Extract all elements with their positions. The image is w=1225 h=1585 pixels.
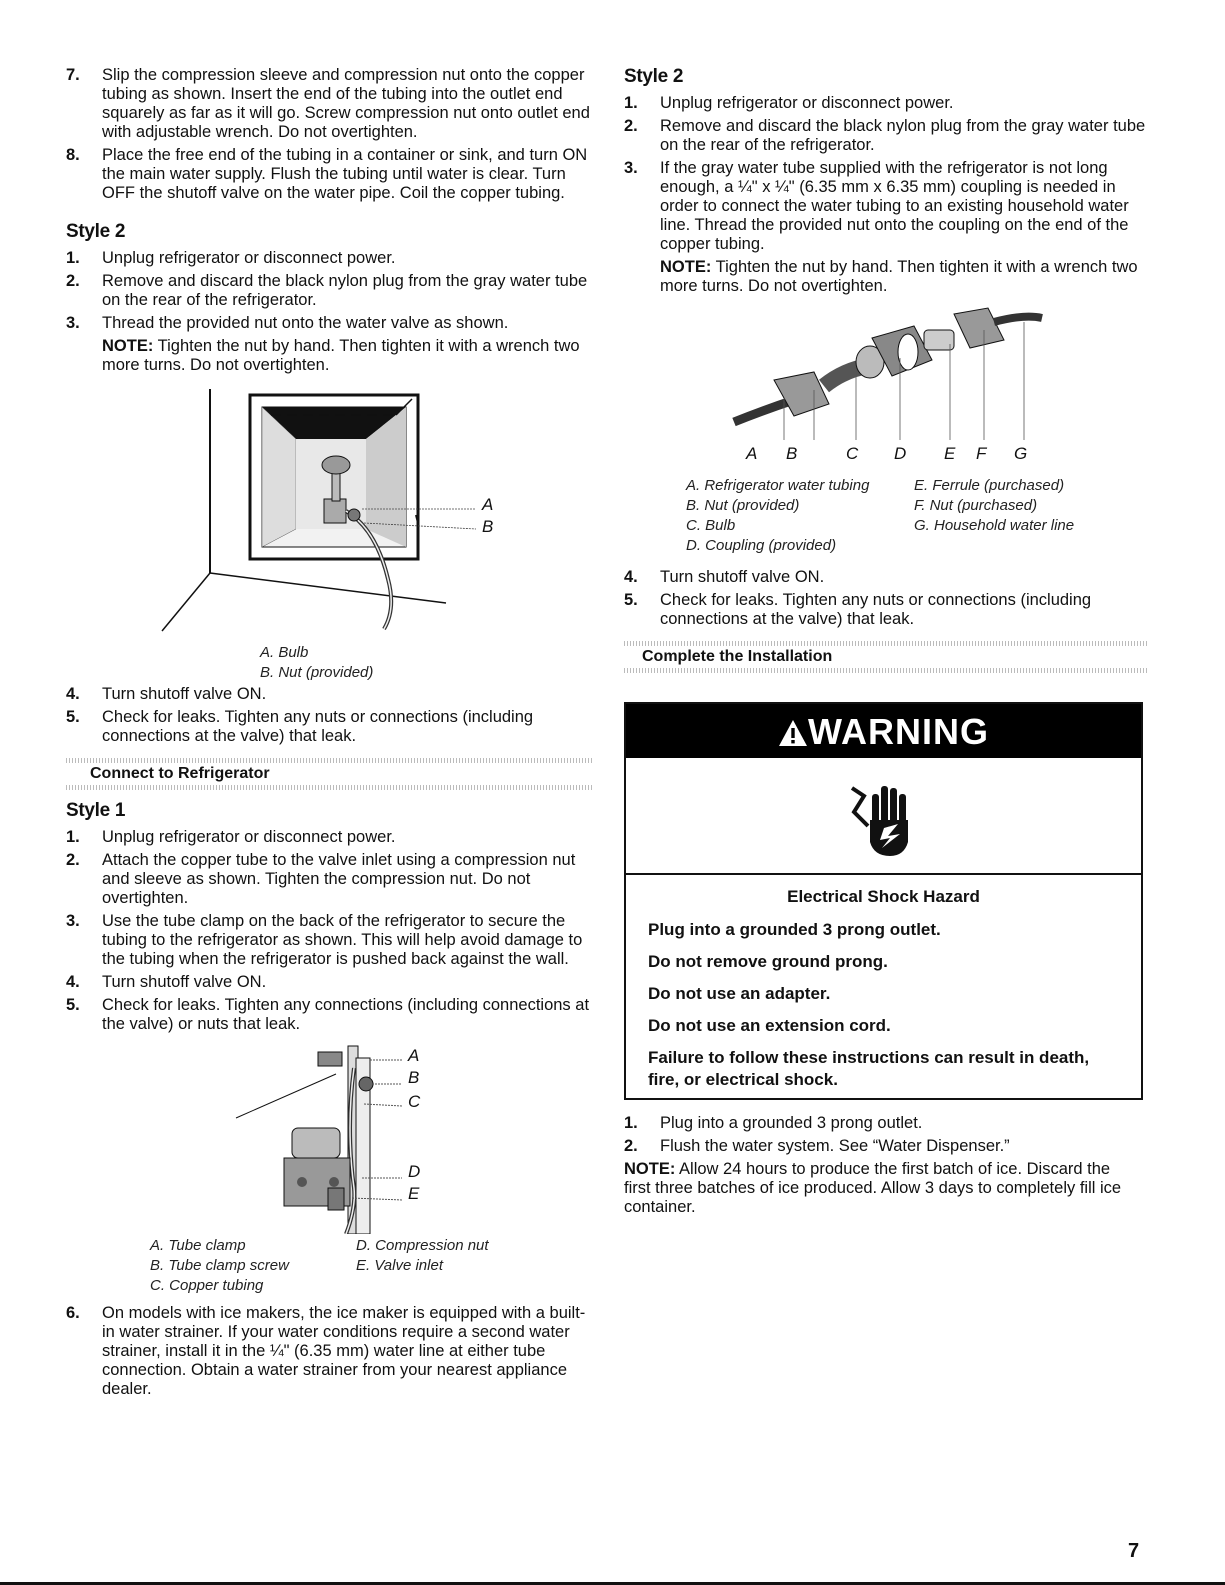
caption-line: B. Nut (provided): [686, 497, 800, 514]
caption-line: A. Bulb: [260, 644, 309, 661]
step-number: 1.: [624, 94, 638, 112]
step-5: [624, 591, 1149, 629]
step-number: 3.: [624, 159, 638, 177]
figure-label-c: C: [846, 444, 859, 463]
style2-heading-left: Style 2: [66, 221, 126, 242]
step-text: Place the free end of the tubing in a container or sink, and turn ON the main water supply. Flush the tubing until water is clear. Turn OFF the shutoff valve on the water pipe. Coil the copper tubing.: [102, 146, 588, 202]
style2-heading-right: Style 2: [624, 66, 684, 87]
step-number: 2.: [66, 851, 80, 869]
final-note: [624, 1160, 1139, 1217]
warning-line: Do not remove ground prong.: [648, 952, 888, 971]
step-number: 7.: [66, 66, 80, 84]
step-text: Turn shutoff valve ON.: [660, 568, 825, 586]
warning-header: [626, 704, 1141, 758]
step-number: 6.: [66, 1304, 80, 1322]
figure-label-b: B: [408, 1068, 420, 1087]
step-text: Turn shutoff valve ON.: [102, 685, 267, 703]
final-steps-block: [624, 1114, 1139, 1217]
step-3: [624, 159, 1149, 296]
figure-water-valve: [66, 379, 594, 685]
note-label: NOTE:: [102, 337, 154, 355]
figure-label-c: C: [408, 1092, 421, 1111]
caption-line: B. Tube clamp screw: [150, 1257, 289, 1274]
step-number: 4.: [66, 973, 80, 991]
step-number: 4.: [66, 685, 80, 703]
step-2: [624, 117, 1149, 155]
step-number: 1.: [66, 828, 80, 846]
step-1: [624, 1114, 1139, 1133]
caption-line: B. Nut (provided): [260, 664, 374, 681]
step-text: Remove and discard the black nylon plug from the gray water tube on the rear of the refrigerator.: [102, 272, 588, 309]
step-7: [66, 66, 594, 142]
style2-steps-left-after: [66, 685, 594, 746]
style2-note: [102, 337, 594, 375]
step-text: On models with ice makers, the ice maker is equipped with a built-in water strainer. If your water conditions require a second water strainer, install it in the ¼" (6.35 mm) water line at either tube connection. Obtain a water strainer from your nearest appliance dealer.: [102, 1304, 586, 1398]
step-text: Slip the compression sleeve and compression nut onto the copper tubing as shown. Insert the end of the tubing into the outlet end squarely as far as it will go. Screw compression nut onto outlet end with adjustable wrench. Do not overtighten.: [102, 66, 590, 141]
figure-label-a: A: [482, 495, 494, 514]
section-complete-installation: Complete the Installation: [624, 641, 1149, 673]
style2-steps-right-after: [624, 568, 1149, 629]
step-number: 2.: [624, 117, 638, 135]
section-connect-to-refrigerator: Connect to Refrigerator: [66, 758, 594, 790]
style2-steps-right: [624, 94, 1149, 296]
figure-coupling: [624, 300, 1149, 568]
warning-title: Electrical Shock Hazard: [787, 887, 980, 906]
caption-line: A. Tube clamp: [150, 1237, 246, 1254]
note-label: NOTE:: [624, 1160, 676, 1178]
step-text: Unplug refrigerator or disconnect power.: [660, 94, 954, 112]
step-text: Unplug refrigerator or disconnect power.: [102, 828, 396, 846]
step-number: 5.: [66, 996, 80, 1014]
figure-label-b: B: [482, 517, 494, 536]
warning-icon-area: [626, 758, 1141, 875]
figure-label-d: D: [894, 444, 907, 463]
step-1: [66, 828, 594, 847]
step-3: [66, 912, 594, 969]
electric-shock-hand-icon: [838, 772, 928, 862]
figure-caption: [260, 643, 373, 683]
warning-body: [626, 875, 1141, 1091]
step-text: If the gray water tube supplied with the refrigerator is not long enough, a ¼" x ¼" (6.35 mm x 6.35 mm) coupling is needed in order to connect the water tubing to an existing household water line. Thread the provided nut onto the coupling on the end of the copper tubing.: [660, 159, 1129, 253]
step-number: 4.: [624, 568, 638, 586]
final-steps: [624, 1114, 1139, 1156]
warning-line: Do not use an extension cord.: [648, 1016, 891, 1035]
style1-steps: [66, 828, 594, 1034]
caption-line: G. Household water line: [914, 517, 1075, 534]
note-label: NOTE:: [660, 258, 712, 276]
caption-line: E. Valve inlet: [356, 1257, 443, 1274]
step-text: Remove and discard the black nylon plug from the gray water tube on the rear of the refrigerator.: [660, 117, 1146, 154]
warning-header-text: WARNING: [808, 711, 989, 752]
figure-caption-right: [914, 476, 1074, 536]
caption-line: E. Ferrule (purchased): [914, 477, 1065, 494]
step-number: 2.: [624, 1137, 638, 1155]
figure-label-e: E: [944, 444, 956, 463]
style1-heading: Style 1: [66, 800, 126, 821]
figure-caption-right: [356, 1236, 489, 1276]
step-5: [66, 996, 594, 1034]
step-5: [66, 708, 594, 746]
steps-top: [66, 66, 594, 203]
style2-note-right: [660, 258, 1149, 296]
figure-label-b: B: [786, 444, 798, 463]
step-4: [66, 973, 594, 992]
caption-line: F. Nut (purchased): [914, 497, 1038, 514]
step-text: Check for leaks. Tighten any connections (including connections at the valve) or nuts that leak.: [102, 996, 590, 1033]
step-text: Thread the provided nut onto the water valve as shown.: [102, 314, 509, 332]
warning-triangle-icon: [778, 707, 808, 737]
style1-step6-list: [66, 1304, 594, 1399]
note-text: Tighten the nut by hand. Then tighten it with a wrench two more turns. Do not overtighten.: [102, 337, 580, 374]
caption-line: D. Coupling (provided): [686, 537, 837, 554]
left-column: [66, 66, 594, 1403]
step-4: [66, 685, 594, 704]
note-text: Allow 24 hours to produce the first batch of ice. Discard the first three batches of ice produced. Allow 3 days to completely fill ice container.: [624, 1160, 1122, 1216]
step-text: Flush the water system. See “Water Dispenser.”: [660, 1137, 1010, 1155]
step-2: [66, 851, 594, 908]
tube-clamp-illustration: [66, 1038, 594, 1234]
step-number: 8.: [66, 146, 80, 164]
step-text: Check for leaks. Tighten any nuts or connections (including connections at the valve) that leak.: [102, 708, 534, 745]
step-text: Use the tube clamp on the back of the refrigerator to secure the tubing to the refrigerator as shown. This will help avoid damage to the tubing when the refrigerator is pushed back against the wall.: [102, 912, 583, 968]
step-number: 5.: [66, 708, 80, 726]
step-number: 3.: [66, 314, 80, 332]
warning-line: Failure to follow these instructions can result in death, fire, or electrical shock.: [648, 1048, 1090, 1089]
step-text: Attach the copper tube to the valve inlet using a compression nut and sleeve as shown. Tighten the compression nut. Do not overtighten.: [102, 851, 576, 907]
figure-label-d: D: [408, 1162, 421, 1181]
step-number: 5.: [624, 591, 638, 609]
step-2: [624, 1137, 1139, 1156]
step-1: [624, 94, 1149, 113]
step-8: [66, 146, 594, 203]
step-6: [66, 1304, 594, 1399]
page-number: 7: [1128, 1540, 1140, 1562]
step-4: [624, 568, 1149, 587]
note-text: Tighten the nut by hand. Then tighten it with a wrench two more turns. Do not overtighten.: [660, 258, 1138, 295]
coupling-illustration: [624, 300, 1149, 450]
caption-line: C. Bulb: [686, 517, 736, 534]
step-text: Plug into a grounded 3 prong outlet.: [660, 1114, 923, 1132]
figure-caption-left: [150, 1236, 289, 1296]
figure-tube-clamp: [66, 1038, 594, 1304]
step-number: 1.: [624, 1114, 638, 1132]
figure-label-g: G: [1014, 444, 1028, 463]
figure-label-e: E: [408, 1184, 420, 1203]
warning-box: [624, 702, 1143, 1100]
caption-line: D. Compression nut: [356, 1237, 489, 1254]
step-number: 1.: [66, 249, 80, 267]
figure-label-a: A: [408, 1046, 420, 1065]
step-text: Unplug refrigerator or disconnect power.: [102, 249, 396, 267]
step-3: [66, 314, 594, 375]
step-number: 2.: [66, 272, 80, 290]
caption-line: A. Refrigerator water tubing: [686, 477, 870, 494]
figure-label-a: A: [746, 444, 758, 463]
caption-line: C. Copper tubing: [150, 1277, 264, 1294]
step-text: Turn shutoff valve ON.: [102, 973, 267, 991]
step-2: [66, 272, 594, 310]
step-number: 3.: [66, 912, 80, 930]
water-valve-illustration: [66, 379, 594, 641]
step-1: [66, 249, 594, 268]
figure-label-f: F: [976, 444, 987, 463]
step-text: Check for leaks. Tighten any nuts or connections (including connections at the valve) that leak.: [660, 591, 1092, 628]
warning-line: Plug into a grounded 3 prong outlet.: [648, 920, 941, 939]
warning-line: Do not use an adapter.: [648, 984, 831, 1003]
style2-steps-left: [66, 249, 594, 375]
right-column: [624, 66, 1149, 683]
figure-caption-left: [686, 476, 869, 556]
